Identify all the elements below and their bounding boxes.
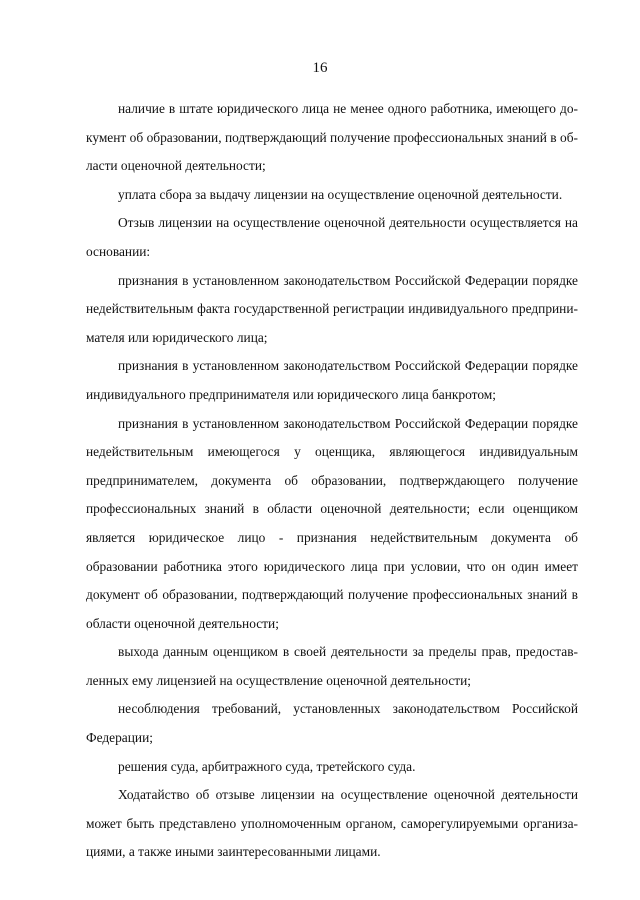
paragraph-revocation-basis: Отзыв лицензии на осуществление оценочной деятельности осуществляется на основании: xyxy=(86,215,578,259)
paragraph-staff-requirement: наличие в штате юридического лица не менее одного работника, имеющего документ об образовании, подтверждающий получение профессиональных знаний в области оценочной деятельности; xyxy=(86,101,578,174)
paragraph-petition: Ходатайство об отзыве лицензии на осуществление оценочной деятельности может быть представлено уполномоченным органом, саморегулируемыми организациями, а также иными заинтересованными лицами. xyxy=(86,787,578,860)
paragraph-court-decision: решения суда, арбитражного суда, третейского суда. xyxy=(118,758,416,774)
document-body xyxy=(86,95,578,867)
paragraph-noncompliance: несоблюдения требований, установленных законодательством Российской Федерации; xyxy=(86,701,578,746)
paragraph-license-fee: уплата сбора за выдачу лицензии на осуществление оценочной деятельности. xyxy=(118,186,563,202)
paragraph-registration-invalid: признания в установленном законодательством Российской Федерации порядке недействительным факта государственной регистрации индивидуального предпринимателя или юридического лица; xyxy=(86,272,578,345)
paragraph-bankruptcy: признания в установленном законодательством Российской Федерации порядке индивидуального предпринимателя или юридического лица банкротом; xyxy=(86,358,578,402)
paragraph-exceeding-rights: выхода данным оценщиком в своей деятельности за пределы прав, предоставленных ему лицензией на осуществление оценочной деятельности; xyxy=(86,644,578,688)
paragraph-education-invalid: признания в установленном законодательством Российской Федерации порядке недействительным имеющегося у оценщика, являющегося индивидуальным предпринимателем, документа об образовании, подтверждающего получение профессиональных знаний в области оценочной деятельности; если оценщиком является юридическое лицо - признания недействительным документа об образовании работника этого юридического лица при условии, что он один имеет документ об образовании, подтверждающий получение профессиональных знаний в области оценочной деятельности; xyxy=(86,415,578,631)
page-number: 16 xyxy=(312,60,328,76)
